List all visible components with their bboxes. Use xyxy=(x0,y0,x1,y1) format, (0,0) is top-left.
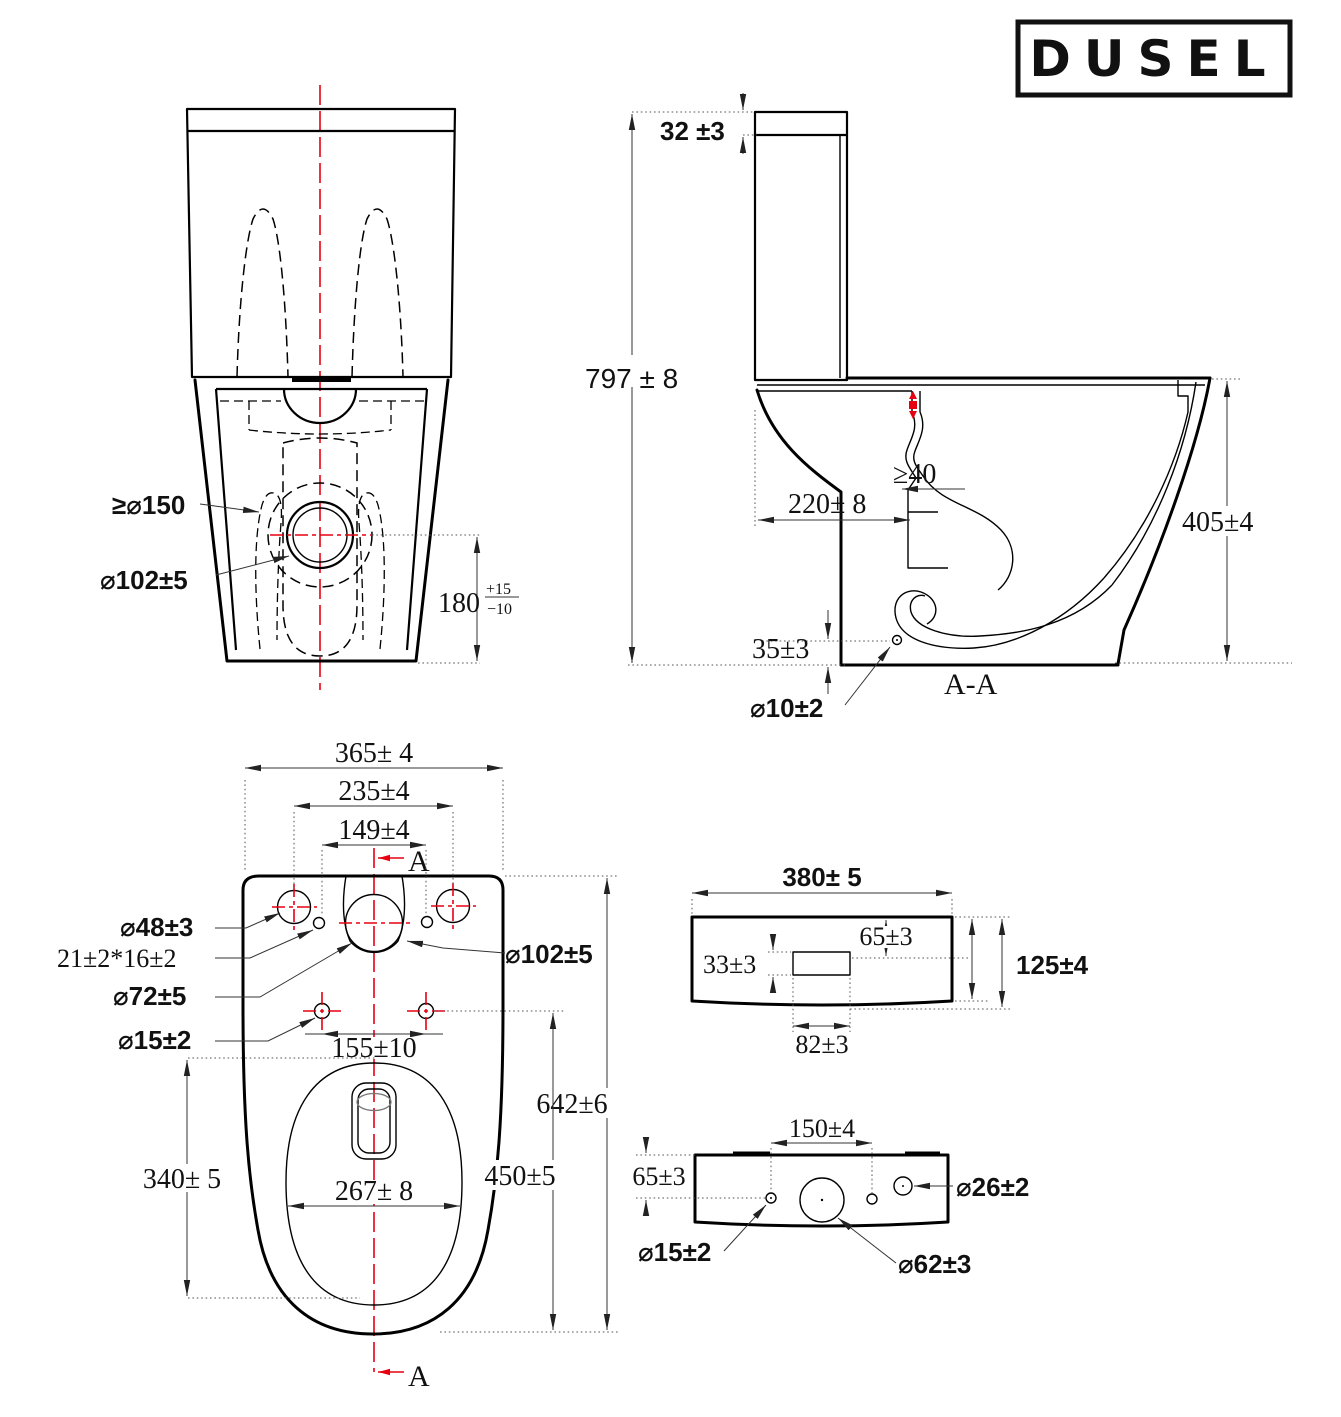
dim-label-125: 125±4 xyxy=(1016,950,1089,980)
dim-label-149: 149±4 xyxy=(338,815,410,846)
hidden-shelf xyxy=(220,401,424,434)
hidden-channel-left xyxy=(237,209,288,377)
front-view xyxy=(100,85,519,690)
base-inner-rim xyxy=(216,389,427,650)
leader-line xyxy=(215,913,280,928)
hole-center-dot xyxy=(902,1185,904,1187)
dim-label-380: 380± 5 xyxy=(782,862,862,892)
dim-label-220: 220± 8 xyxy=(788,489,867,520)
hidden-jet-right xyxy=(359,493,385,649)
hole-15-right xyxy=(867,1194,877,1204)
small-hole-right xyxy=(422,917,433,928)
leader-line xyxy=(407,941,505,953)
dim-label-405: 405±4 xyxy=(1182,507,1254,538)
dim-label-365: 365± 4 xyxy=(334,738,414,769)
trap-channel xyxy=(914,412,1013,590)
dim-label-72: ⌀72±5 xyxy=(113,981,187,1011)
fixing-point-marker xyxy=(909,391,917,419)
fixing-arrow-down xyxy=(909,411,917,419)
tolerance-minus: −10 xyxy=(487,601,513,618)
dim-label-150: 150±4 xyxy=(788,1114,856,1143)
tank-bottom-view xyxy=(630,1114,1029,1279)
dim-label-15: ⌀15±2 xyxy=(118,1025,192,1055)
top-view xyxy=(57,738,620,1393)
dim-label-d10: ⌀10±2 xyxy=(750,693,824,723)
inlet-step xyxy=(908,478,948,568)
dim-label-33: 33±3 xyxy=(703,950,757,979)
seat-lines xyxy=(757,385,1205,391)
leader-line xyxy=(724,1205,766,1251)
dim-label-450: 450±5 xyxy=(484,1161,556,1192)
fixing-square xyxy=(909,401,917,409)
dim-label-62: ⌀62±3 xyxy=(898,1249,972,1279)
hole-center-dot xyxy=(896,639,898,641)
dim-label-235: 235±4 xyxy=(338,776,410,807)
body-outline xyxy=(243,876,503,1334)
hole-center-dot xyxy=(770,1197,772,1199)
hidden-channel-right xyxy=(352,209,403,377)
dim-label-155: 155±10 xyxy=(331,1033,417,1064)
dim-label-65: 65±3 xyxy=(859,922,913,951)
dim-label-40: ≥40 xyxy=(893,459,937,490)
section-label-top: A xyxy=(408,845,430,878)
sump-curve-inner xyxy=(910,585,1112,636)
button-hole xyxy=(793,952,850,975)
lid-view xyxy=(692,862,1089,1059)
leader-line xyxy=(845,647,890,705)
tolerance-plus: +15 xyxy=(486,581,512,598)
dim-label-102: ⌀102±5 xyxy=(505,939,593,969)
small-hole-left xyxy=(314,918,325,929)
dim-label-65: 65±3 xyxy=(632,1162,686,1191)
dim-label-267: 267± 8 xyxy=(334,1176,414,1207)
leader-line xyxy=(215,943,352,997)
dim-label-15: ⌀15±2 xyxy=(638,1237,712,1267)
dim-label-21x16: 21±2*16±2 xyxy=(57,944,177,973)
bowl-inner-wall xyxy=(1112,382,1196,585)
hole-center-dot xyxy=(821,1199,823,1201)
dim-label-32: 32 ±3 xyxy=(660,116,725,146)
side-section-view xyxy=(584,93,1292,723)
dim-label-642: 642±6 xyxy=(536,1089,608,1120)
tank-outline xyxy=(755,112,847,380)
dim-label-82: 82±3 xyxy=(795,1030,849,1059)
tank-outline xyxy=(187,109,455,377)
brand-logo xyxy=(1018,22,1290,95)
leader-line xyxy=(215,930,313,958)
bowl-inner-wall xyxy=(1104,412,1188,578)
dim-label-340: 340± 5 xyxy=(142,1164,222,1195)
leader-line xyxy=(215,1018,315,1041)
dim-label-35: 35±3 xyxy=(752,634,810,665)
section-label-AA: A-A xyxy=(944,668,998,701)
dim-label-d102: ⌀102±5 xyxy=(100,565,188,595)
logo-text: DUSEL xyxy=(1029,30,1279,88)
dim-label-797: 797 ± 8 xyxy=(585,363,679,394)
dim-label-180: 180 xyxy=(438,588,480,619)
section-label-bottom: A xyxy=(408,1360,430,1393)
dim-label-d150: ≥⌀150 xyxy=(112,490,186,520)
dim-label-26: ⌀26±2 xyxy=(956,1172,1030,1202)
fixing-arrow-up xyxy=(909,391,917,399)
hidden-jet-left xyxy=(256,493,282,649)
dim-label-48: ⌀48±3 xyxy=(120,912,194,942)
